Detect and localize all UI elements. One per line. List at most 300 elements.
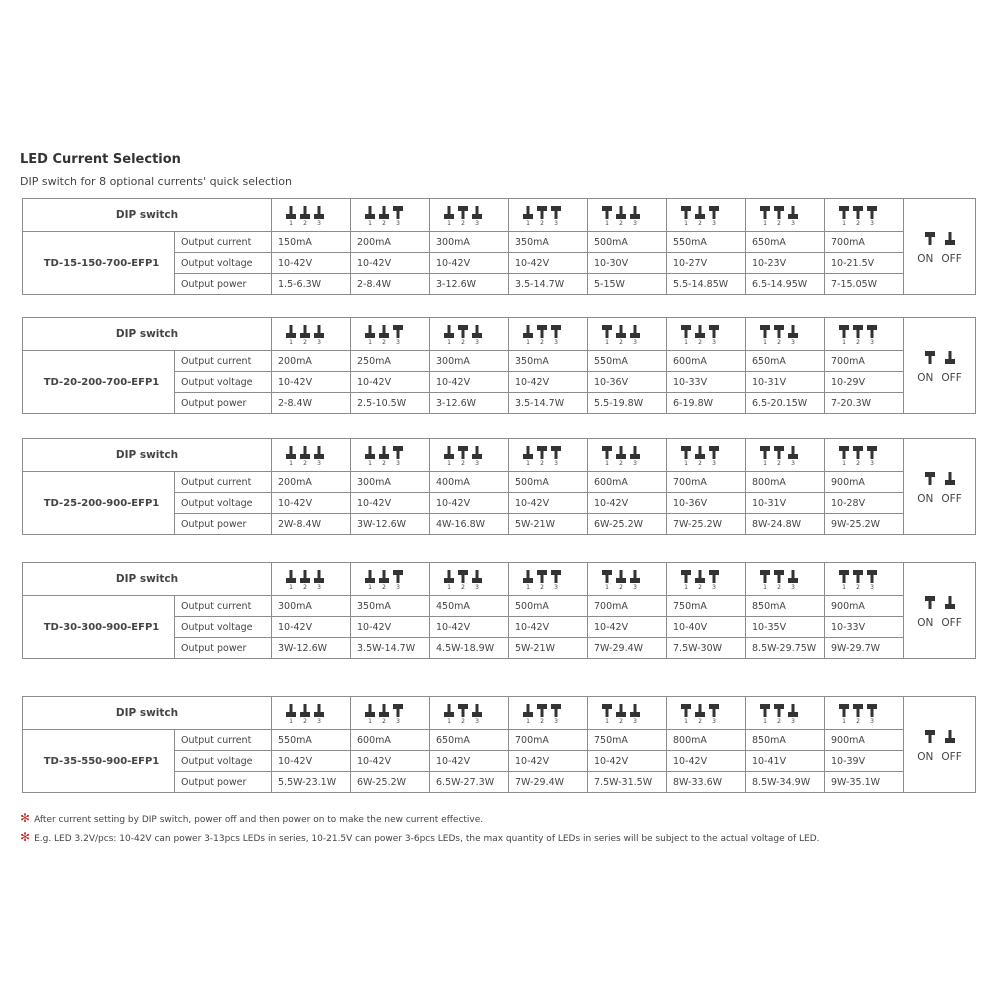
dip-setting-cell — [746, 563, 825, 596]
current-value: 700mA — [667, 472, 746, 493]
switch-off-icon — [945, 595, 955, 609]
voltage-value: 10-42V — [351, 751, 430, 772]
off-label: OFF — [941, 252, 962, 265]
current-value: 800mA — [667, 730, 746, 751]
dip-switch-label: DIP switch — [23, 563, 272, 596]
dip-setting-cell — [430, 439, 509, 472]
switch-number: 3 — [554, 460, 558, 467]
voltage-value: 10-42V — [430, 372, 509, 393]
power-value: 8W-24.8W — [746, 514, 825, 535]
switch-on-icon — [551, 569, 561, 583]
switch-number: 2 — [777, 339, 781, 346]
switch-on-icon — [709, 703, 719, 717]
switch-number: 1 — [605, 460, 609, 467]
current-value: 550mA — [667, 232, 746, 253]
voltage-value: 10-31V — [746, 493, 825, 514]
table-row — [23, 472, 976, 493]
current-value: 300mA — [430, 232, 509, 253]
switch-number: 3 — [870, 584, 874, 591]
voltage-value: 10-30V — [588, 253, 667, 274]
voltage-value: 10-42V — [430, 253, 509, 274]
switch-on-icon — [853, 324, 863, 338]
switch-off-icon — [945, 231, 955, 245]
switch-off-icon — [314, 703, 324, 717]
switch-off-icon — [300, 445, 310, 459]
switch-number: 1 — [605, 339, 609, 346]
power-value: 3.5-14.7W — [509, 393, 588, 414]
row-label-voltage: Output voltage — [175, 493, 272, 514]
power-value: 5.5-19.8W — [588, 393, 667, 414]
power-value: 3.5W-14.7W — [351, 638, 430, 659]
switch-off-icon — [379, 703, 389, 717]
switch-number: 3 — [791, 584, 795, 591]
dip-setting-cell — [272, 318, 351, 351]
switch-off-icon — [630, 324, 640, 338]
page-subtitle: DIP switch for 8 optional currents' quick selection — [20, 175, 292, 188]
dip-setting-cell — [588, 697, 667, 730]
note-2 — [20, 830, 820, 844]
asterisk-icon: ✻ — [20, 830, 31, 844]
switch-number: 2 — [698, 584, 702, 591]
switch-off-icon — [314, 324, 324, 338]
switch-on-icon — [925, 729, 935, 743]
voltage-value: 10-42V — [272, 372, 351, 393]
dip-table — [22, 317, 976, 414]
voltage-value: 10-42V — [509, 751, 588, 772]
power-value: 7-15.05W — [825, 274, 904, 295]
switch-on-icon — [760, 569, 770, 583]
on-off-legend — [904, 563, 976, 659]
switch-off-icon — [788, 445, 798, 459]
switch-off-icon — [630, 703, 640, 717]
switch-on-icon — [537, 703, 547, 717]
switch-number: 3 — [317, 339, 321, 346]
power-value: 4W-16.8W — [430, 514, 509, 535]
power-value: 2-8.4W — [351, 274, 430, 295]
switch-on-icon — [867, 703, 877, 717]
switch-on-icon — [681, 324, 691, 338]
current-value: 650mA — [746, 232, 825, 253]
on-label: ON — [917, 616, 934, 629]
switch-on-icon — [681, 569, 691, 583]
current-value: 200mA — [351, 232, 430, 253]
switch-number: 3 — [396, 220, 400, 227]
switch-off-icon — [616, 445, 626, 459]
switch-number: 1 — [684, 584, 688, 591]
switch-number: 3 — [870, 220, 874, 227]
switch-number: 2 — [461, 584, 465, 591]
switch-on-icon — [853, 569, 863, 583]
switch-number: 2 — [619, 339, 623, 346]
dip-switch-label: DIP switch — [23, 199, 272, 232]
row-label-power: Output power — [175, 514, 272, 535]
on-label: ON — [917, 252, 934, 265]
row-label-voltage: Output voltage — [175, 253, 272, 274]
switch-number: 3 — [712, 460, 716, 467]
power-value: 9W-29.7W — [825, 638, 904, 659]
dip-setting-cell — [825, 318, 904, 351]
on-off-legend — [904, 318, 976, 414]
switch-on-icon — [760, 445, 770, 459]
switch-on-icon — [551, 324, 561, 338]
switch-number: 1 — [684, 339, 688, 346]
switch-number: 3 — [633, 718, 637, 725]
current-value: 600mA — [667, 351, 746, 372]
switch-off-icon — [945, 471, 955, 485]
switch-on-icon — [853, 703, 863, 717]
current-value: 750mA — [667, 596, 746, 617]
switch-number: 1 — [763, 460, 767, 467]
row-label-power: Output power — [175, 393, 272, 414]
on-label: ON — [917, 371, 934, 384]
switch-on-icon — [853, 205, 863, 219]
voltage-value: 10-42V — [272, 253, 351, 274]
power-value: 2.5-10.5W — [351, 393, 430, 414]
current-value: 500mA — [588, 232, 667, 253]
switch-on-icon — [774, 703, 784, 717]
switch-number: 2 — [540, 584, 544, 591]
dip-setting-cell — [351, 439, 430, 472]
voltage-value: 10-33V — [667, 372, 746, 393]
switch-off-icon — [630, 569, 640, 583]
switch-number: 3 — [633, 339, 637, 346]
switch-on-icon — [709, 569, 719, 583]
power-value: 7-20.3W — [825, 393, 904, 414]
voltage-value: 10-42V — [272, 751, 351, 772]
switch-on-icon — [709, 324, 719, 338]
switch-number: 2 — [540, 718, 544, 725]
voltage-value: 10-39V — [825, 751, 904, 772]
dip-setting-cell — [509, 697, 588, 730]
switch-number: 2 — [303, 220, 307, 227]
voltage-value: 10-42V — [272, 617, 351, 638]
switch-off-icon — [365, 569, 375, 583]
switch-number: 1 — [605, 718, 609, 725]
current-value: 700mA — [588, 596, 667, 617]
switch-off-icon — [472, 324, 482, 338]
switch-off-icon — [788, 703, 798, 717]
switch-on-icon — [681, 445, 691, 459]
voltage-value: 10-42V — [509, 253, 588, 274]
switch-number: 1 — [526, 339, 530, 346]
switch-number: 2 — [856, 460, 860, 467]
switch-number: 1 — [447, 584, 451, 591]
switch-number: 3 — [791, 220, 795, 227]
switch-on-icon — [853, 445, 863, 459]
switch-off-icon — [286, 324, 296, 338]
dip-switch-label: DIP switch — [23, 318, 272, 351]
dip-setting-cell — [825, 199, 904, 232]
voltage-value: 10-36V — [667, 493, 746, 514]
switch-number: 3 — [791, 339, 795, 346]
table-row — [23, 596, 976, 617]
switch-on-icon — [602, 445, 612, 459]
switch-on-icon — [458, 445, 468, 459]
switch-on-icon — [393, 569, 403, 583]
switch-off-icon — [788, 324, 798, 338]
switch-on-icon — [760, 324, 770, 338]
switch-off-icon — [300, 569, 310, 583]
dip-setting-cell — [746, 439, 825, 472]
row-label-current: Output current — [175, 351, 272, 372]
switch-off-icon — [695, 324, 705, 338]
switch-on-icon — [867, 205, 877, 219]
switch-off-icon — [523, 324, 533, 338]
switch-off-icon — [472, 703, 482, 717]
row-label-power: Output power — [175, 638, 272, 659]
current-value: 850mA — [746, 596, 825, 617]
switch-number: 1 — [289, 339, 293, 346]
dip-switch-label: DIP switch — [23, 439, 272, 472]
voltage-value: 10-33V — [825, 617, 904, 638]
current-value: 300mA — [430, 351, 509, 372]
switch-number: 3 — [554, 584, 558, 591]
switch-on-icon — [602, 205, 612, 219]
switch-on-icon — [774, 205, 784, 219]
switch-number: 3 — [791, 460, 795, 467]
switch-number: 3 — [712, 584, 716, 591]
switch-number: 1 — [368, 460, 372, 467]
current-value: 550mA — [588, 351, 667, 372]
switch-off-icon — [616, 324, 626, 338]
dip-setting-cell — [667, 439, 746, 472]
switch-off-icon — [616, 569, 626, 583]
power-value: 6.5W-27.3W — [430, 772, 509, 793]
switch-number: 3 — [870, 339, 874, 346]
current-value: 650mA — [746, 351, 825, 372]
switch-off-icon — [695, 445, 705, 459]
voltage-value: 10-42V — [351, 372, 430, 393]
switch-on-icon — [839, 205, 849, 219]
on-off-legend — [904, 439, 976, 535]
switch-on-icon — [602, 324, 612, 338]
voltage-value: 10-36V — [588, 372, 667, 393]
voltage-value: 10-42V — [588, 617, 667, 638]
switch-number: 1 — [447, 220, 451, 227]
power-value: 7W-29.4W — [588, 638, 667, 659]
switch-number: 3 — [554, 220, 558, 227]
switch-on-icon — [839, 569, 849, 583]
current-value: 600mA — [351, 730, 430, 751]
model-name: TD-35-550-900-EFP1 — [23, 730, 175, 793]
page-title: LED Current Selection — [20, 152, 181, 167]
switch-number: 1 — [289, 220, 293, 227]
switch-off-icon — [788, 205, 798, 219]
current-value: 350mA — [509, 351, 588, 372]
power-value: 5W-21W — [509, 638, 588, 659]
power-value: 1.5-6.3W — [272, 274, 351, 295]
power-value: 5.5W-23.1W — [272, 772, 351, 793]
switch-on-icon — [681, 703, 691, 717]
switch-off-icon — [523, 569, 533, 583]
switch-off-icon — [444, 205, 454, 219]
table-row — [23, 232, 976, 253]
power-value: 7W-29.4W — [509, 772, 588, 793]
switch-on-icon — [760, 205, 770, 219]
switch-on-icon — [393, 205, 403, 219]
switch-off-icon — [379, 569, 389, 583]
switch-number: 3 — [633, 220, 637, 227]
switch-off-icon — [523, 703, 533, 717]
switch-number: 3 — [870, 718, 874, 725]
switch-number: 1 — [368, 339, 372, 346]
power-value: 5W-21W — [509, 514, 588, 535]
switch-on-icon — [709, 205, 719, 219]
switch-on-icon — [925, 231, 935, 245]
switch-number: 3 — [633, 584, 637, 591]
switch-off-icon — [444, 703, 454, 717]
switch-off-icon — [616, 205, 626, 219]
switch-on-icon — [774, 569, 784, 583]
table-row — [23, 730, 976, 751]
switch-number: 3 — [475, 220, 479, 227]
dip-setting-cell — [351, 318, 430, 351]
dip-setting-cell — [351, 199, 430, 232]
switch-on-icon — [537, 569, 547, 583]
voltage-value: 10-42V — [588, 493, 667, 514]
switch-on-icon — [867, 445, 877, 459]
switch-number: 1 — [684, 220, 688, 227]
switch-on-icon — [458, 324, 468, 338]
switch-on-icon — [458, 205, 468, 219]
table-row — [23, 351, 976, 372]
model-name: TD-25-200-900-EFP1 — [23, 472, 175, 535]
current-value: 300mA — [351, 472, 430, 493]
dip-setting-cell — [825, 563, 904, 596]
switch-off-icon — [365, 445, 375, 459]
switch-number: 2 — [540, 339, 544, 346]
switch-number: 1 — [526, 718, 530, 725]
current-value: 800mA — [746, 472, 825, 493]
voltage-value: 10-42V — [430, 751, 509, 772]
dip-setting-cell — [430, 199, 509, 232]
switch-number: 2 — [540, 220, 544, 227]
voltage-value: 10-42V — [509, 493, 588, 514]
current-value: 900mA — [825, 472, 904, 493]
switch-number: 1 — [842, 339, 846, 346]
switch-on-icon — [537, 324, 547, 338]
power-value: 8.5W-34.9W — [746, 772, 825, 793]
voltage-value: 10-42V — [272, 493, 351, 514]
switch-number: 2 — [461, 718, 465, 725]
voltage-value: 10-42V — [667, 751, 746, 772]
switch-number: 1 — [289, 718, 293, 725]
row-label-current: Output current — [175, 472, 272, 493]
current-value: 650mA — [430, 730, 509, 751]
voltage-value: 10-29V — [825, 372, 904, 393]
switch-number: 2 — [382, 220, 386, 227]
switch-on-icon — [709, 445, 719, 459]
switch-number: 2 — [382, 718, 386, 725]
power-value: 6-19.8W — [667, 393, 746, 414]
switch-number: 1 — [526, 584, 530, 591]
switch-number: 3 — [317, 220, 321, 227]
power-value: 3W-12.6W — [351, 514, 430, 535]
power-value: 5-15W — [588, 274, 667, 295]
dip-setting-cell — [667, 199, 746, 232]
asterisk-icon: ✻ — [20, 811, 31, 825]
switch-number: 2 — [619, 718, 623, 725]
current-value: 350mA — [351, 596, 430, 617]
switch-number: 1 — [842, 718, 846, 725]
switch-on-icon — [774, 445, 784, 459]
voltage-value: 10-42V — [509, 372, 588, 393]
dip-setting-cell — [825, 439, 904, 472]
switch-number: 3 — [317, 584, 321, 591]
switch-number: 1 — [605, 584, 609, 591]
switch-number: 2 — [382, 460, 386, 467]
switch-number: 1 — [526, 220, 530, 227]
row-label-voltage: Output voltage — [175, 372, 272, 393]
dip-setting-cell — [430, 318, 509, 351]
switch-number: 3 — [317, 460, 321, 467]
switch-number: 1 — [763, 339, 767, 346]
switch-number: 3 — [712, 339, 716, 346]
switch-off-icon — [286, 445, 296, 459]
switch-number: 3 — [554, 718, 558, 725]
switch-off-icon — [472, 205, 482, 219]
dip-setting-cell — [667, 318, 746, 351]
note-text: E.g. LED 3.2V/pcs: 10-42V can power 3-13pcs LEDs in series, 10-21.5V can power 3-6pcs LEDs, the max quantity of LEDs in series will be subject to the actual voltage of LED. — [34, 834, 820, 844]
switch-off-icon — [314, 205, 324, 219]
switch-number: 1 — [842, 220, 846, 227]
dip-setting-cell — [667, 563, 746, 596]
power-value: 2-8.4W — [272, 393, 351, 414]
voltage-value: 10-42V — [351, 493, 430, 514]
switch-off-icon — [365, 324, 375, 338]
switch-on-icon — [458, 569, 468, 583]
switch-off-icon — [630, 205, 640, 219]
switch-on-icon — [681, 205, 691, 219]
voltage-value: 10-21.5V — [825, 253, 904, 274]
switch-number: 2 — [619, 220, 623, 227]
current-value: 450mA — [430, 596, 509, 617]
switch-number: 2 — [777, 460, 781, 467]
power-value: 3-12.6W — [430, 393, 509, 414]
power-value: 3-12.6W — [430, 274, 509, 295]
switch-off-icon — [286, 703, 296, 717]
switch-off-icon — [286, 205, 296, 219]
switch-off-icon — [379, 205, 389, 219]
switch-number: 3 — [475, 718, 479, 725]
switch-off-icon — [300, 703, 310, 717]
switch-number: 3 — [712, 220, 716, 227]
switch-number: 1 — [368, 584, 372, 591]
switch-on-icon — [774, 324, 784, 338]
power-value: 5.5-14.85W — [667, 274, 746, 295]
switch-number: 2 — [698, 220, 702, 227]
switch-number: 3 — [396, 718, 400, 725]
dip-setting-cell — [351, 563, 430, 596]
power-value: 6W-25.2W — [351, 772, 430, 793]
voltage-value: 10-27V — [667, 253, 746, 274]
dip-setting-cell — [272, 439, 351, 472]
dip-setting-cell — [272, 697, 351, 730]
switch-off-icon — [365, 205, 375, 219]
power-value: 2W-8.4W — [272, 514, 351, 535]
switch-number: 3 — [475, 460, 479, 467]
switch-off-icon — [286, 569, 296, 583]
dip-setting-cell — [509, 439, 588, 472]
current-value: 750mA — [588, 730, 667, 751]
switch-number: 2 — [856, 718, 860, 725]
switch-number: 1 — [368, 220, 372, 227]
switch-number: 2 — [382, 339, 386, 346]
switch-on-icon — [551, 205, 561, 219]
power-value: 4.5W-18.9W — [430, 638, 509, 659]
switch-number: 3 — [475, 584, 479, 591]
switch-number: 3 — [396, 584, 400, 591]
